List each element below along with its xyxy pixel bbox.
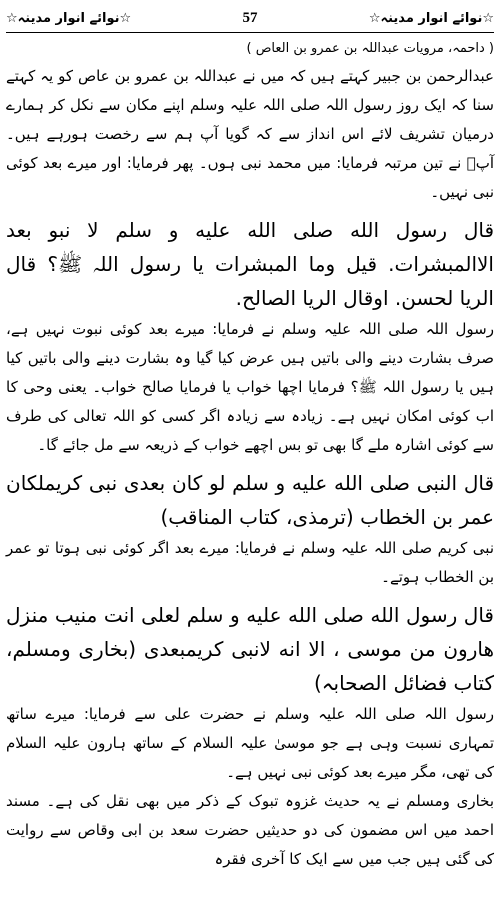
arabic-hadith: قال رسول الله صلی الله علیه و سلم لعلی انت منیب منزل هارون من موسی ، الا انه لانبی کریمبعدی (بخاری ومسلم، کتاب فضائل الصحابہ) [6,603,494,695]
page-body [6,38,494,874]
urdu-paragraph: نبی کریم صلی اللہ علیہ وسلم نے فرمایا: میرے بعد اگر کوئی نبی ہوتا تو عمر بن الخطاب ہوتے۔ [6,539,494,586]
running-title-right: ☆نوائے انوار مدینہ☆ [368,10,494,26]
narrator-reference: ( داحمہ، مرویات عبداللہ بن عمرو بن العاص ) [246,41,494,56]
running-title-left: ☆نوائے انوار مدینہ☆ [6,10,132,26]
urdu-paragraph: عبدالرحمن بن جبیر کہتے ہیں کہ میں نے عبداللہ بن عمرو بن عاص کو یہ کہتے سنا کہ ایک روز رسول اللہ صلی اللہ علیہ وسلم اپنے مکان سے نکل کر ہمارے درمیان تشریف لائے اس انداز سے کہ گویا آپ ہم سے رخصت ہورہے ہیں۔ آپؐ نے تین مرتبہ فرمایا: میں محمد نبی ہوں۔ پھر فرمایا: اور میرے بعد کوئی نبی نہیں۔ [6,67,494,201]
urdu-paragraph: بخاری ومسلم نے یہ حدیث غزوہ تبوک کے ذکر میں بھی نقل کی ہے۔ مسند احمد میں اس مضمون کی دو حدیثیں حضرت سعد بن ابی وقاص سے روایت کی گئی ہیں جب میں سے ایک کا آخری فقرہ [6,792,494,868]
urdu-paragraph: رسول اللہ صلی اللہ علیہ وسلم نے فرمایا: میرے بعد کوئی نبوت نہیں ہے، صرف بشارت دینے والی باتیں ہیں عرض کیا گیا وہ بشارت دینے والی باتیں کیا ہیں یا رسول اللہ ﷺ؟ فرمایا اچھا خواب یا فرمایا صالح خواب۔ یعنی وحی کا اب کوئی امکان نہیں ہے۔ زیادہ سے زیادہ اگر کسی کو اللہ تعالی کی طرف سے کوئی اشارہ ملے گا بھی تو بس اچھے خواب کے ذریعہ سے مل جائے گا۔ [6,320,494,454]
header-rule [6,32,494,33]
page-number: 57 [242,9,258,26]
urdu-paragraph: رسول اللہ صلی اللہ علیہ وسلم نے حضرت علی سے فرمایا: میرے ساتھ تمہاری نسبت وہی ہے جو موسیٰ علیہ السلام کے ساتھ ہارون علیہ السلام کی تھی، مگر میرے بعد کوئی نبی نہیں ہے۔ [6,705,494,781]
page-header [6,6,494,30]
arabic-hadith: قال النبی صلی الله علیه و سلم لو کان بعدی نبی کریملکان عمر بن الخطاب (ترمذی، کتاب المناقب) [6,471,494,529]
arabic-hadith: قال رسول الله صلی الله علیه و سلم لا نبو بعد الاالمبشرات. قیل وما المبشرات یا رسول اللہ ﷺ؟ قال الریا لحسن. اوقال الریا الصالح. [6,218,494,310]
